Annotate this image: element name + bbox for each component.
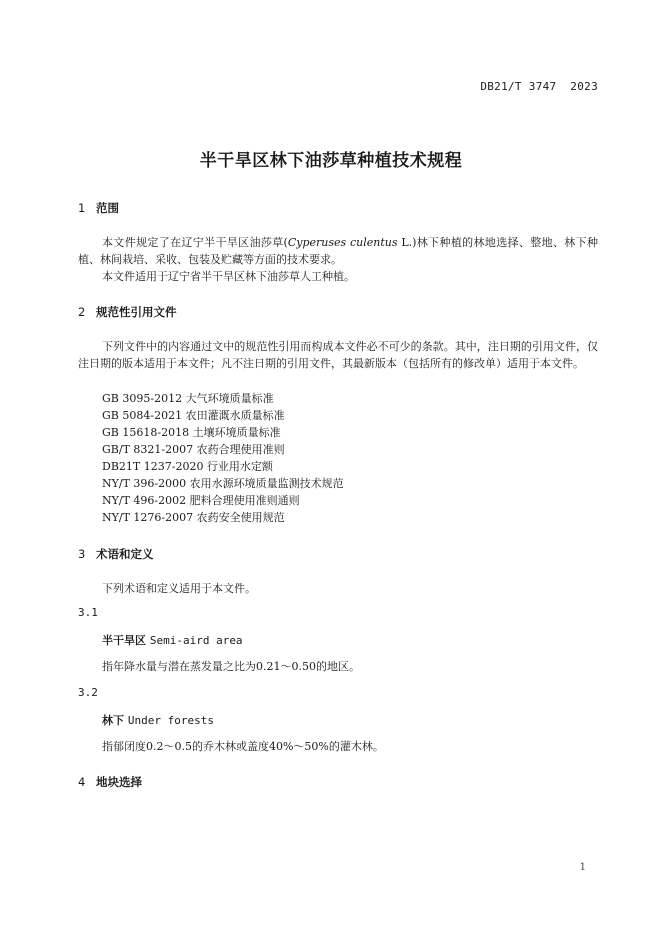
latin-name: Cyperuses culentus <box>287 236 398 249</box>
reference-item: NY/T 496-2002 肥料合理使用准则通则 <box>102 494 300 507</box>
section-3-heading <box>78 546 154 562</box>
term-heading <box>102 712 214 728</box>
term-definition: 指年降水量与潜在蒸发量之比为0.21～0.50的地区。 <box>102 660 360 673</box>
section-1-heading <box>78 200 119 216</box>
section-number: 1 <box>78 201 86 215</box>
section-title: 规范性引用文件 <box>96 305 177 319</box>
reference-item: GB 15618-2018 土壤环境质量标准 <box>102 426 281 439</box>
section-number: 2 <box>78 305 86 319</box>
section-title: 术语和定义 <box>96 547 154 561</box>
scope-text-cont: L.)林下种植的林地选择、整地、林下种植、林间栽培、采收、包装及贮藏等方面的技术要求。 <box>78 236 598 266</box>
term-en: Under forests <box>127 714 214 727</box>
section-title: 地块选择 <box>96 775 142 789</box>
section-number: 3 <box>78 547 86 561</box>
page-number: 1 <box>579 862 586 873</box>
reference-item: NY/T 1276-2007 农药安全使用规范 <box>102 511 285 524</box>
reference-item: GB/T 8321-2007 农药合理使用准则 <box>102 443 285 456</box>
term-definition: 指郁闭度0.2～0.5的乔木林或盖度40%～50%的灌木林。 <box>102 740 384 753</box>
terms-intro: 下列术语和定义适用于本文件。 <box>102 582 256 595</box>
applicability-paragraph: 本文件适用于辽宁省半干旱区林下油莎草人工种植。 <box>102 270 355 283</box>
term-zh: 林下 <box>102 714 124 727</box>
term-heading <box>102 632 243 648</box>
references-intro: 下列文件中的内容通过文中的规范性引用而构成本文件必不可少的条款。其中，注日期的引用文件，仅注日期的版本适用于本文件；凡不注日期的引用文件，其最新版本（包括所有的修改单）适用于本文件。 <box>78 340 598 370</box>
term-zh: 半干旱区 <box>102 634 146 647</box>
reference-item: NY/T 396-2000 农用水源环境质量监测技术规范 <box>102 477 344 490</box>
section-title: 范围 <box>96 201 119 215</box>
term-number: 3.2 <box>78 686 98 699</box>
section-4-heading <box>78 774 142 790</box>
term-number: 3.1 <box>78 606 98 619</box>
section-number: 4 <box>78 775 86 789</box>
reference-item: GB 3095-2012 大气环境质量标准 <box>102 392 274 405</box>
document-title: 半干旱区林下油莎草种植技术规程 <box>199 151 463 171</box>
section-2-heading <box>78 304 177 320</box>
scope-text: 本文件规定了在辽宁半干旱区油莎草( <box>102 236 288 249</box>
reference-item: DB21T 1237-2020 行业用水定额 <box>102 460 273 473</box>
scope-paragraph <box>78 234 598 268</box>
document-code: DB21/T 3747 2023 <box>480 80 598 93</box>
reference-item: GB 5084-2021 农田灌溉水质量标准 <box>102 409 285 422</box>
term-en: Semi-aird area <box>149 634 243 647</box>
